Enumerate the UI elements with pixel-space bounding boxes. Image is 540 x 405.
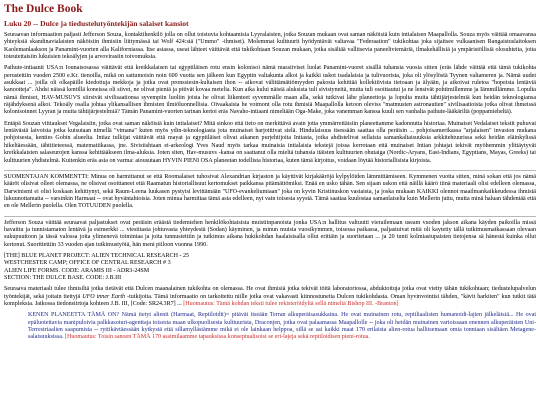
paragraph-3: Entäpä Souzan viittaukset Vegalaisiin, jotka ovat saman näköisiä kuin intialaiset? Mitä sinkoo että tieto on merkittävä avain jotta ymmärrettäisiin planeettamme kadonnutta historiaa. Muinaiset Vedalaiset tekstit puhuvat lentävästä laivoista jotka kutsutaan nimellä "vimana" kuten myös ydin-teknologiasta jota muinaiset harjoittivat sielä. Hindulaisuus itsessään saattaa olla peräisin ... pohjoisamerikassa "arjalaisen" invasion mukana pohjoisesta, kenties Gobin alueelta. Intiaz tulkijat väittävät että mayat ja egyptiläiset olivat aikanen purjehtijoita Intiasta, jotka ahdistelivat sellaista samankaltaisuuksia arkkitehtuurissa sekä heidän eläinkylissä hikeltäessään, tähtitieteessä, matematiikassa, jne. Sivistishtaan ei-arkeologi Yves Naud myös tarkaa muinaisia intialaisia tekstejä joissa kerrotaan että muinaiset Intian johtajat tekivät myöhemmin ylittäytyvät kreikkalaisten salaseurojen kanssa kehittääkseen ilma-aluksia. Joten siten, Hav-musuvs -kansa on saattanut olla mieltä tuhansia itäisten kulttuurien ohutaiga (Nordic-Aryans, East-Indians, Egyptians, Mayas, Greeks) tai kulttuurien yhdistelmä. Kuitenkin eräs asia on varma: aiousutaan HYVIN PIENI OSA planeetan todellista historiaa, kuten tämä kirjoitus, voidaan löytää historiallisista kirjoista. [4,120,536,164]
file-header: [THE] BLUE PLANET PROJECT: ALIEN TECHNICAL RESEARCH - 25 WESTCHESTER CAMP; OFFICE OF CENTRAL RESEARCH # 3 ALIEN LIFE FORMS. CODE: ARAMIS III - ADR3-24SM SECTION: THE DULCE BASE. CODE: J.B.III [4,252,190,281]
paragraph-5: Jefferson Souza väittää seuraavat paljastukset ovat peräisin eräästä tiedemiehen henkilökohtaisista muistiinpanoista jonka USA:n hallitus valtuutti vierailemaan useam vuoden jakson aikana käyden paikoilla missä havaittu ja tunnistamaton lentävä ja esimerkki ... viestitasta johtuvasta yhteydestä (Sodan) käyminen, ja minun muista vuosikymmen, toisessa paikassa, paljastuivat mitä oli kaytetty tällä tutkimusmatkassaan olevaan sukupuuttoon ja tässä valossa joita ylimenevä toimintaa ja joita tunnustettiin ja tutkimus aikana hukikohdan haalaisisalla ollut erittäin ja suoritetaan ... ja 20 tunti kolmiastupaisten tietojensa sä hänestä kuinka ollut kertonut. Suorittettiin 33 vuoden ajan tutkimustyötä, hän meni piiloon vuonna 1990. [4,219,536,248]
blockquote-note: [Huomautus: Toisin sanoen TÄMÄ 170 assimilaamme tapauksissa konseptualisoisi se eri-lajeja sekä reptiloidisen pieni-rotua. [64,334,370,341]
paragraph-6-rest: -tutkijoita. Tämä informaatio on tarkoitettu niille jotka ovat vakavasti kiinnostuneita Dulcen tukikohdasta. Oman hyvinvointisi tähden, "kävit harkiten" kun tutkit tätä kompleksia. Jatkossa tiedonsiirtoja kohteen J.B. III, [Code: SR24.3R7] ... [4,293,536,307]
blockquote [28,312,536,341]
paragraph-6-italic: UFO inner Earth [82,293,126,300]
page-title: The Dulce Book [4,3,83,15]
divider-2 [4,216,536,217]
paragraph-1: Seuraavan informaation paljasti Jefferson Souza, kontaktihenkilö jolla on ollut toistuvia kohtaamisia Lyyralaisten, jotka Souzan mukaan ovat saman näköisiä kuin intialaisen Maapallolla. Souza myös väittää omaavansa yhteyksiä skandinavialaisten näköisiin ihmisiin liittymässä tai Wolf 424:stä ("Ummo" -ihmiset). Molemmat kulttuurit hyödyntävät valtavaa "Federaation" tukikohtaa joka sijaitsee vulkaanisen Rangaistuslaitoksen Kaolemanlaakson ja Panamint-vuorten alla Kaliforniassa. Itse asiassa, useat lähteet väittävät että tukikohtaan Souzan mukaan, jotka sisältää vallitsevia paneeliviemäriä, ilmakehällisiä ja ympäristöllisiä olosuhteita, joita toteutettaisiin lukuisien tekoälyjen ja arvovirasiin toivomuksia. [4,32,536,61]
paragraph-6 [4,286,536,308]
chapter-title: Luku 20 -- Dulce ja tiedustelutyöntekijän salaiset kansiot [4,19,189,28]
blockquote-text: KENEN PLANEETTA TÄMÄ ON? Nämä tietyt alienit (Harmaat, Reptiloidit)= pitävät itseään Terran alkuperäisasukkaina. He ovat muinainen rotu, reptiliaalisten humanoidi-lajien jälkeläisiä... He ovat epäluotettavia manipuloivia palkkasoturi-agenttaja toisesta maan ulkopuolisesta kulttuurista, Draconjen, jotka ovat palaamassa Maapallolle -- joka oli heidän muinainen varioissaan enennen alkuperäisten Uni-Terrestriaalien saapumista -- ryttikävtäessään kytkystä että sillamyllästämme mikä ei ole lainkaan helppoa, sillä se sai kaikki maat 170 erilaista alien-rotua hallitsemaan omia tonniaan sisältäen Metagene-salaisuuksissa. [28,312,536,341]
paragraph-6-note: [Huomautus: Tämä kohdan teksti tulee rekisteröidyltä sellä nimeltä Bishop III. -Branton] [183,301,399,307]
translator-comment: SUOMENTAJAN KOMMENTTI: Minua on harmittanut se että Roomalaiset tuhosivat Alexandrian kirjaston ja käyttivät kirjakääröjä kylpylöiden lämmittämiseen. Kymmenen vuotta sitten, minä sokan että jos nämä kääröt olisivat olleet olemassa, ne olisivat osoittaneet että Raamatun historiallisuut kertomukset paikkansa pitämättömiksi. Enää en usko tähän. Sen sijaan uskon että näillä käärö tiinä materiaali olisi edelleen olemassa, Darwinismi ei olisi koskaan kehittynyt, sekä Raum-Leena luukasen pystyisi levittämään "UFO-evankeliumiaan" joka on kyvin Kristinuskon vastaista, ja joska mukaan KAIKKI olennot maailmankaikkeudessa ihmistä lukuunottamatta -- varsinkin Harmaat -- ovat hyväntahtoisia. Joten minua harmittaa tämä asia edelleen, nyt vain toisesta syystä. Tämä saattaa kuulostaa samanlaiselta kuin Mellerin juttu, mutta minä haluan tähdentää että en ole Mellerin puolella. Olen TOTUUDEN puolella. [4,173,536,210]
paragraph-6-lead: Seuraava materiaali tulee ihmisiltä jotka tietävät että Dulcen maanalainen tukikohta on olemassa. He ovat ihmisiä jotka tekivät töitä laboratoriossa, abduktoituja jotka ovat vietty tähän tukikohtaan; tiedustelupalvelun työntekijät, sekä joitain tiettyjä [4,286,536,300]
divider-1 [4,170,536,171]
paragraph-2: Paihute-intiaanit USA:n Iounaisosassa väittävät että kreikkalaisen tai egyptiläisen rotu ensin kolonisoi nämä massiiviset luolat Panamint-vuoret sisällä tuhansia vuosia sitten (eräs lähde väittää että tämä tukikohta perustettiin vuoden 2500 e.Kr. tienoilla, mikä on sattumoisin noin 600 vuotta sen jälkeen kun Egyptin valtakunta alkoi ja kaikki uskot tsadalaisia ja tulivuorista, joka oli ylösylöstä Tyynen valtameren ja. Nämä uudet asukkaat ... joilla oli olkapäille kiedottuja mekkoja ja jotka ovat pronssiesin-kultaisen ihon -- aikovat välittämättömyyden pakosta kehittää kollektiivista tietoaan ja älyään, ja aikoivat ruletoa "hopeista lentäviä kanootteja". Ahdsi näissä kentillä koneissa oli siivet, ne olivat pieniä ja pitivät kovaa metelia. Kun aika kului näistä aluksista tuli sivistyneitä, mutta tuli osoittautui ja ne lensivät pohtimillemme ja Iämmillämme. Lopulta nämä ihmiset, HAV-MUSUVS siirsivät sivilisaationsa syvempiin luoliin joista he olivat liikenteet syvemmälle maan alla, sekä tutkivat lähe planeettoja ja lopulta muita tähtijärjestelmiä kun heidän teknologiansa räjähdyksenä alkoi. Tekoäly osalla johtaa ylikansallisen ihmisten ilmiöluonnellisia. Oivaakaisia he voimont olla rotu ihmisiä Maapallolla ketoon oleviss "matmusten astronautien" sivilisaatioista jotka olivat ihmeissä kolonisoinnet Lyyran ja muita tähtijärjestelmiä? Tämän Panamint-vuorten tarinan kertoi eräs Navaho-intiaani nimeltään Oga-Make, joka vanemman kanssa kuuli sen vanhalta paihute-lääkäriltä (poppamieheltä). [4,65,536,116]
